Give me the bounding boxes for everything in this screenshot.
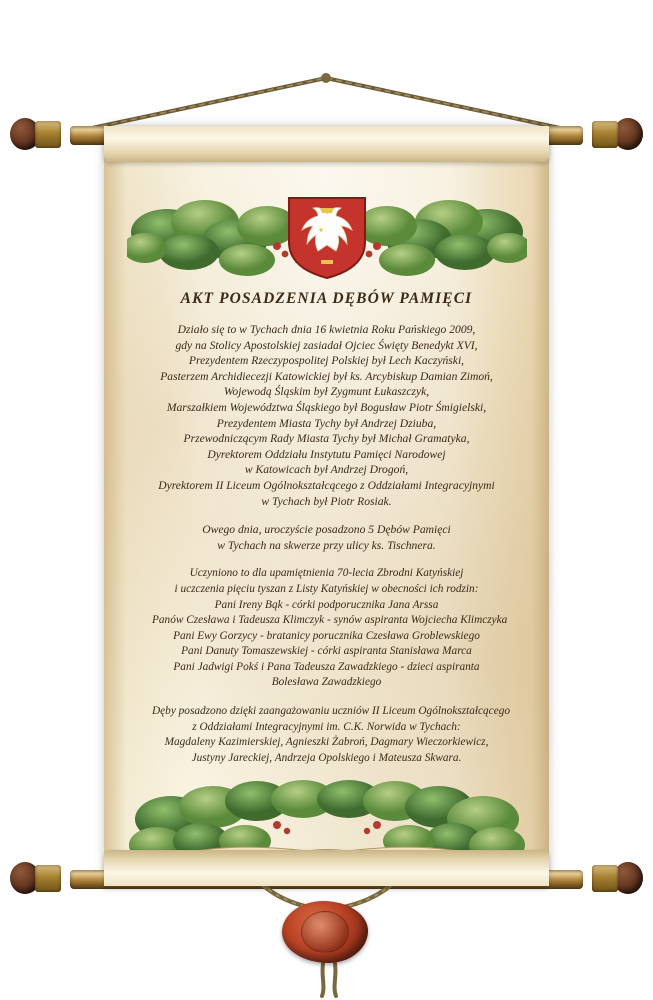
text-line: Przewodniczącym Rady Miasta Tychy był Michał Gramatyka, bbox=[183, 432, 470, 446]
rod-ferrule-icon bbox=[35, 121, 61, 148]
text-line: Bolesława Zawadzkiego bbox=[271, 676, 382, 689]
page-title: AKT POSADZENIA DĘBÓW PAMIĘCI bbox=[180, 290, 473, 307]
text-line: Dyrektorem Oddziału Instytutu Pamięci Narodowej bbox=[207, 447, 446, 461]
text-line: Prezydentem Rzeczypospolitej Polskiej był Lech Kaczyński, bbox=[188, 354, 465, 368]
rod-knob-bottom-right bbox=[591, 856, 643, 902]
text-line: Prezydentem Miasta Tychy był Andrzej Dziuba, bbox=[216, 416, 437, 430]
text-line: Pani Danuty Tomaszewskiej - córki aspiranta Stanisława Marca bbox=[181, 645, 472, 658]
text-line: w Tychach na skwerze przy ulicy ks. Tischnera. bbox=[217, 538, 436, 552]
text-line: Justyny Jareckiej, Andrzeja Opolskiego i Mateusza Skwara. bbox=[191, 751, 462, 764]
text-line: Działo się to w Tychach dnia 16 kwietnia Roku Pańskiego 2009, bbox=[177, 323, 476, 336]
rod-ferrule-icon bbox=[35, 865, 61, 892]
text-line: i uczczenia pięciu tyszan z Listy Katyńskiej w obecności ich rodzin: bbox=[174, 582, 479, 595]
wax-seal bbox=[282, 901, 368, 963]
scroll-lip-top bbox=[104, 126, 549, 162]
paragraph-commemoration bbox=[126, 566, 527, 691]
rod-knob-top-right bbox=[591, 112, 643, 158]
paragraph-students bbox=[126, 704, 527, 766]
scroll-content bbox=[104, 184, 549, 866]
text-line: Wojewodą Śląskim był Zygmunt Łukaszczyk, bbox=[223, 385, 430, 399]
text-line: z Oddziałami Integracyjnymi im. C.K. Norwida w Tychach: bbox=[192, 720, 461, 733]
polish-eagle-coat-of-arms-icon bbox=[289, 198, 365, 278]
scroll-lip-bottom bbox=[104, 850, 549, 886]
paragraph-preamble bbox=[126, 322, 527, 509]
text-line: gdy na Stolicy Apostolskiej zasiadał Ojciec Święty Benedykt XVI, bbox=[175, 338, 478, 352]
rod-ferrule-icon bbox=[592, 121, 618, 148]
text-line: Uczyniono to dla upamiętnienia 70-lecia Zbrodni Katyńskiej bbox=[189, 567, 464, 580]
text-line: Panów Czesława i Tadeusza Klimczyk - synów aspiranta Wojciecha Klimczyka bbox=[152, 614, 508, 627]
paragraph-planting bbox=[126, 522, 527, 553]
text-line: Pani Ireny Bąk - córki podporucznika Jana Arssa bbox=[214, 598, 439, 611]
rod-ferrule-icon bbox=[592, 865, 618, 892]
text-line: w Tychach był Piotr Rosiak. bbox=[261, 494, 392, 508]
text-line: Pani Ewy Gorzycy - bratanicy porucznika Czesława Groblewskiego bbox=[173, 629, 480, 642]
text-line: Marszałkiem Województwa Śląskiego był Bogusław Piotr Śmigielski, bbox=[166, 400, 487, 414]
text-line: Magdaleny Kazimierskiej, Agnieszki Żabroń, Dagmary Wieczorkiewicz, bbox=[164, 736, 489, 749]
rod-knob-top-left bbox=[10, 112, 62, 158]
text-line: Owego dnia, uroczyście posadzono 5 Dębów Pamięci bbox=[202, 523, 451, 537]
text-line: Pani Jadwigi Pokś i Pana Tadeusza Zawadzkiego - dzieci aspiranta bbox=[173, 660, 480, 673]
seal-eagle-emboss-icon bbox=[301, 911, 349, 953]
text-line: w Katowicach był Andrzej Drogoń, bbox=[244, 463, 409, 477]
text-line: Pasterzem Archidiecezji Katowickiej był ks. Arcybiskup Damian Zimoń, bbox=[160, 369, 493, 383]
text-line: Dęby posadzono dzięki zaangażowaniu uczniów II Liceum Ogólnokształcącego bbox=[152, 705, 511, 718]
parchment-scroll bbox=[104, 126, 549, 886]
rod-knob-bottom-left bbox=[10, 856, 62, 902]
text-line: Dyrektorem II Liceum Ogólnokształcącego z Oddziałami Integracyjnymi bbox=[158, 478, 495, 492]
oak-leaf-wreath-with-sabres-icon bbox=[127, 184, 527, 280]
